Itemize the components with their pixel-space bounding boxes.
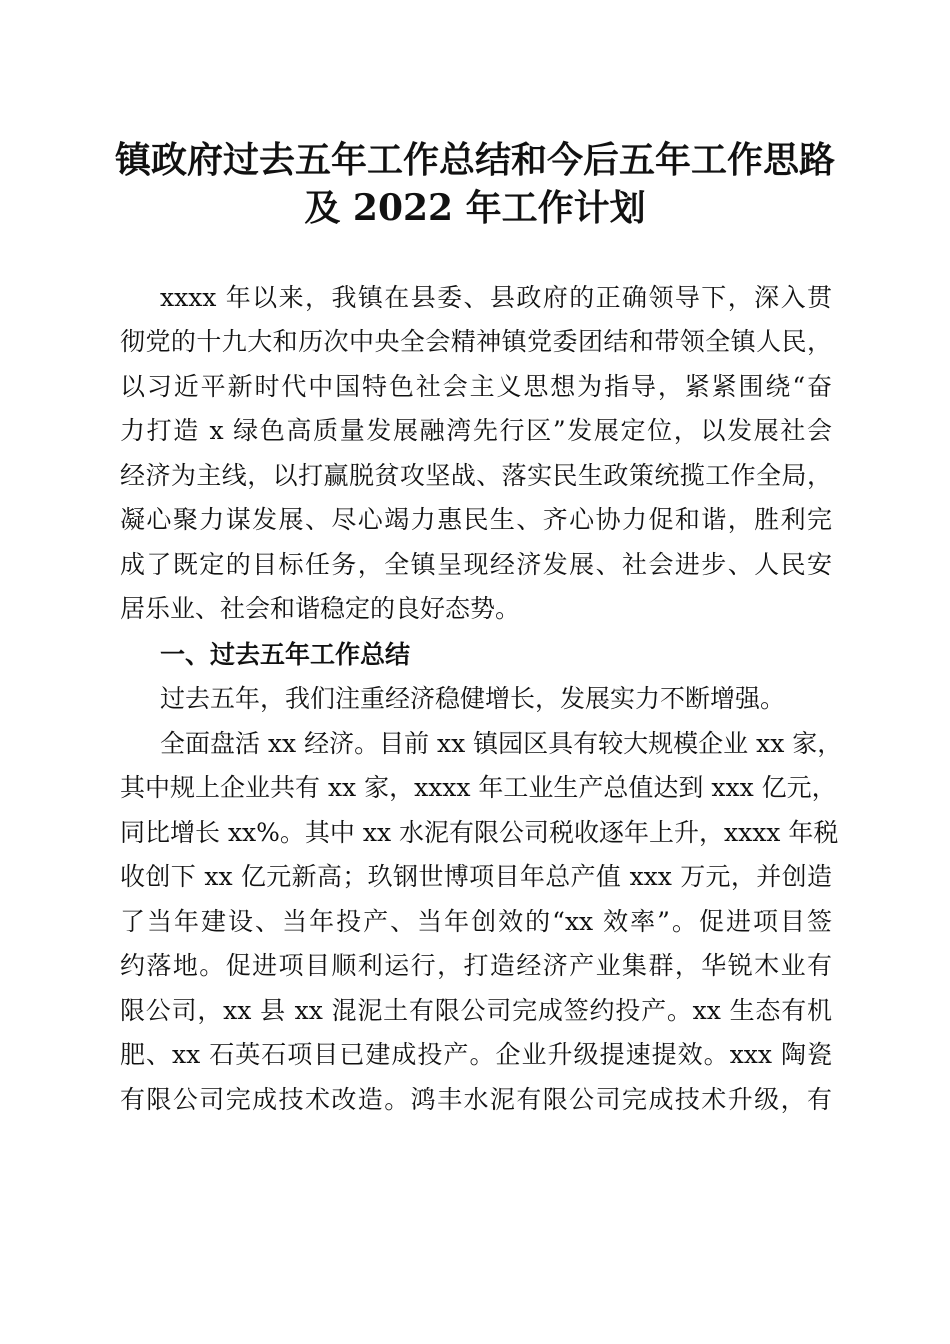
paragraph-3-line: 同比增长 xx%。其中 xx 水泥有限公司税收逐年上升，xxxx 年税 — [120, 818, 839, 847]
paragraph-3-line: 肥、xx 石英石项目已建成投产。企业升级提速提效。xxx 陶瓷 — [120, 1040, 832, 1069]
paragraph-3-line: 了当年建设、当年投产、当年创效的“xx 效率”。促进项目签 — [120, 907, 832, 936]
paragraph-1-line: xxxx 年以来，我镇在县委、县政府的正确领导下，深入贯 — [160, 283, 832, 312]
paragraph-1-line: 彻党的十九大和历次中央全会精神镇党委团结和带领全镇人民， — [120, 327, 832, 356]
document-title-line-1: 镇政府过去五年工作总结和今后五年工作思路 — [114, 139, 835, 181]
paragraph-3-line: 其中规上企业共有 xx 家，xxxx 年工业生产总值达到 xxx 亿元， — [120, 773, 837, 802]
paragraph-1-line: 以习近平新时代中国特色社会主义思想为指导，紧紧围绕“奋 — [120, 372, 832, 401]
paragraph-1-line: 居乐业、社会和谐稳定的良好态势。 — [120, 594, 521, 623]
section-heading: 一、过去五年工作总结 — [160, 640, 411, 669]
paragraph-3-line: 收创下 xx 亿元新高；玖钢世博项目年总产值 xxx 万元，并创造 — [120, 862, 832, 891]
paragraph-1-line: 成了既定的目标任务，全镇呈现经济发展、社会进步、人民安 — [120, 550, 832, 579]
paragraph-3-line: 有限公司完成技术改造。鸿丰水泥有限公司完成技术升级，有 — [120, 1085, 832, 1114]
document-title-line-2: 及 2022 年工作计划 — [304, 187, 646, 229]
paragraph-1-line: 力打造 x 绿色高质量发展融湾先行区”发展定位，以发展社会 — [120, 416, 832, 445]
paragraph-3-line: 限公司，xx 县 xx 混泥土有限公司完成签约投产。xx 生态有机 — [120, 996, 832, 1025]
paragraph-3-line: 全面盘活 xx 经济。目前 xx 镇园区具有较大规模企业 xx 家， — [160, 729, 843, 758]
paragraph-1-line: 经济为主线，以打赢脱贫攻坚战、落实民生政策统揽工作全局， — [120, 461, 832, 490]
paragraph-3-line: 约落地。促进项目顺利运行，打造经济产业集群，华锐木业有 — [120, 951, 832, 980]
paragraph-2-line: 过去五年，我们注重经济稳健增长，发展实力不断增强。 — [160, 684, 786, 713]
paragraph-1-line: 凝心聚力谋发展、尽心竭力惠民生、齐心协力促和谐，胜利完 — [120, 505, 832, 534]
